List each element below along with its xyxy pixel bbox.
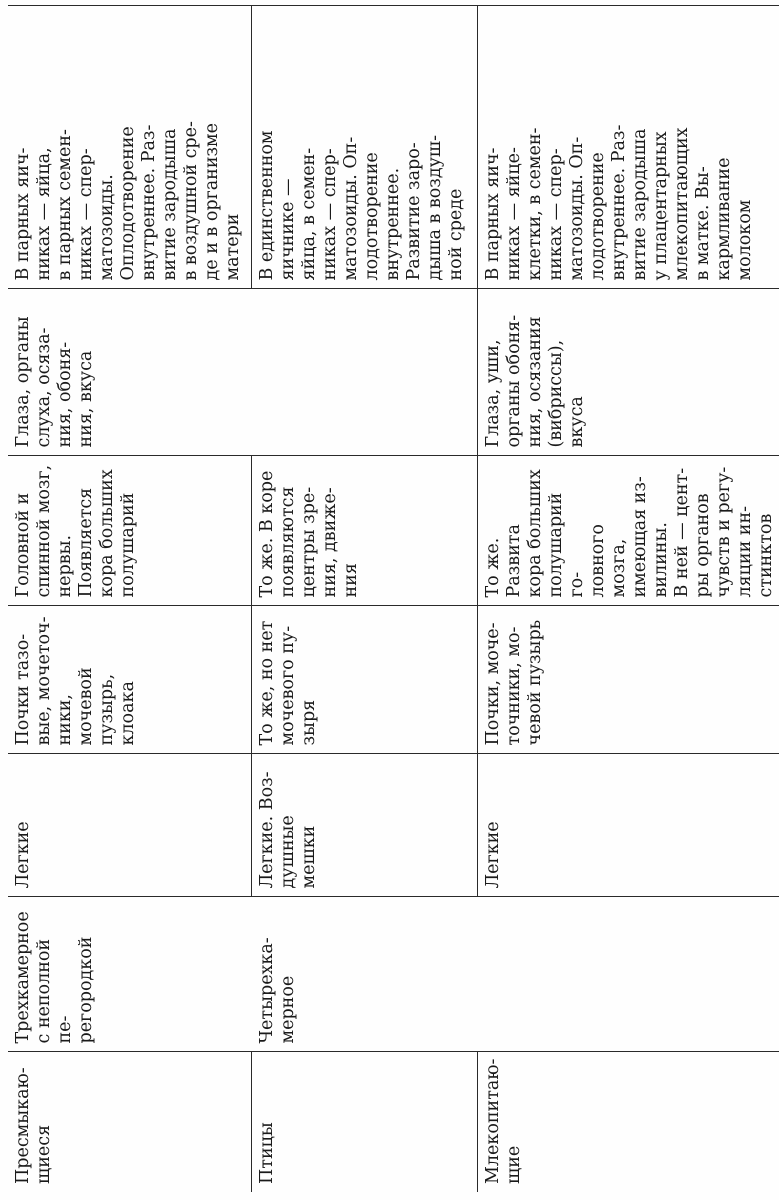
senses-cell: Глаза, органы слуха, осяза- ния, обоня- ния, вкуса [8,289,252,456]
animal-classes-table [8,6,779,1193]
respiration-cell: Легкие [478,754,779,897]
nervous-cell: То же. Развита кора больших полушарий го- ловного мозга, имеющая из- вилины. В ней — цент- ры органов чувств и регу- ляции ин- стинктов [478,456,779,606]
nervous-cell: То же. В коре появляются центры зре- ния, движе- ния [252,456,478,606]
reproduction-cell: В парных яич- никах — яйце- клетки, в семен- никах — спер- матозоиды. Оп- лодотворение внутреннее. Раз- витие зародыша у плацентарных млекопитающих в матке. Вы- кармливание молоком [478,6,779,289]
group-cell: Пресмыкаю- щиеся [8,1052,252,1192]
respiration-cell: Легкие. Воз- душные мешки [252,754,478,897]
excretion-cell: То же, но нет мочевого пу- зыря [252,606,478,754]
group-cell: Млекопитаю- щие [478,1052,779,1192]
heart-cell: Четырехка- мерное [252,897,478,1052]
excretion-cell: Почки тазо- вые, мочеточ- ники, мочевой пузырь, клоака [8,606,252,754]
table-row [252,6,478,1192]
table-row [8,6,252,1192]
heart-cell [478,897,779,1052]
senses-cell [252,289,478,456]
respiration-cell: Легкие [8,754,252,897]
table-row [478,6,779,1192]
nervous-cell: Головной и спинной мозг, нервы. Появляется кора больших полушарий [8,456,252,606]
group-cell: Птицы [252,1052,478,1192]
reproduction-cell: В парных яич- никах — яйца, в парных семен- никах — спер- матозоиды. Оплодотворение внутреннее. Раз- витие зародыша в воздушной сре- де и в организме матери [8,6,252,289]
heart-cell: Трехкамерное с неполной пе- регородкой [8,897,252,1052]
reproduction-cell: В единственном яичнике — яйца, в семен- никах — спер- матозоиды. Оп- лодотворение внутреннее. Развитие заро- дыша в воздуш- ной среде [252,6,478,289]
excretion-cell: Почки, моче- точники, мо- чевой пузырь [478,606,779,754]
senses-cell: Глаза, уши, органы обоня- ния, осязания (вибриссы), вкуса [478,289,779,456]
